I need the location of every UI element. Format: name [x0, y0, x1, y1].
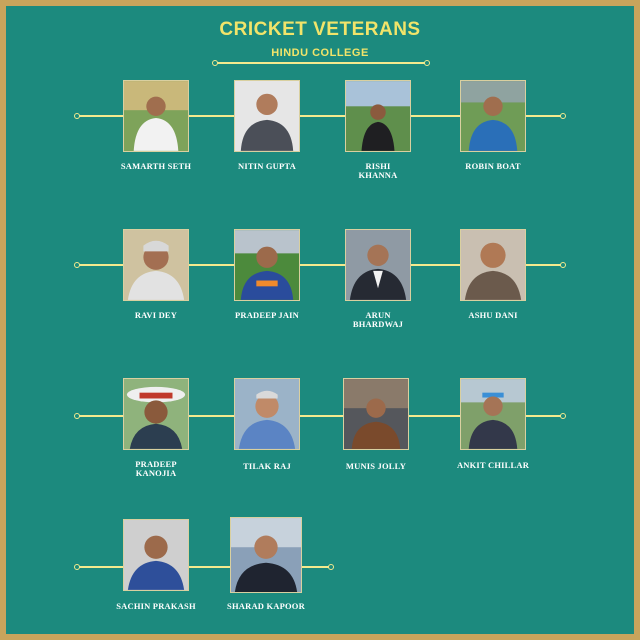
- connector-dot: [74, 113, 80, 119]
- member-photo: [460, 378, 526, 450]
- connector-dot: [560, 262, 566, 268]
- connector-dot: [74, 413, 80, 419]
- connector-dot: [560, 113, 566, 119]
- member-photo: [123, 229, 189, 301]
- divider-end-dot: [212, 60, 218, 66]
- member-photo: [345, 229, 411, 301]
- member-name: ASHU DANI: [468, 310, 518, 320]
- divider-end-dot: [424, 60, 430, 66]
- connector-dot: [328, 564, 334, 570]
- member-photo: [123, 80, 189, 152]
- member-photo: [460, 80, 526, 152]
- member-name: SACHIN PRAKASH: [116, 601, 196, 611]
- member-photo: [234, 229, 300, 301]
- member-photo: [234, 80, 300, 152]
- member-name: RAVI DEY: [134, 310, 178, 320]
- member-name: PRADEEP KANOJIA: [135, 459, 177, 478]
- member-photo: [345, 80, 411, 152]
- poster: [6, 6, 634, 634]
- connector-dot: [560, 413, 566, 419]
- page-title: CRICKET VETERANS: [219, 19, 421, 40]
- member-name: ROBIN BOAT: [465, 161, 521, 171]
- member-name: SAMARTH SETH: [120, 161, 192, 171]
- connector-dot: [74, 564, 80, 570]
- connector-dot: [74, 262, 80, 268]
- member-photo: [123, 378, 189, 450]
- member-name: SHARAD KAPOOR: [227, 601, 305, 611]
- member-name: PRADEEP JAIN: [234, 310, 300, 320]
- title-divider: [216, 62, 428, 64]
- member-photo: [234, 378, 300, 450]
- page-subtitle: HINDU COLLEGE: [271, 47, 369, 59]
- member-name: ANKIT CHILLAR: [456, 460, 530, 470]
- member-photo: [343, 378, 409, 450]
- member-name: TILAK RAJ: [243, 461, 291, 471]
- member-name: NITIN GUPTA: [237, 161, 296, 171]
- member-name: MUNIS JOLLY: [345, 461, 407, 471]
- member-photo: [460, 229, 526, 301]
- member-name: RISHI KHANNA: [358, 161, 398, 180]
- member-photo: [230, 517, 302, 593]
- member-photo: [123, 519, 189, 591]
- member-name: ARUN BHARDWAJ: [352, 310, 404, 329]
